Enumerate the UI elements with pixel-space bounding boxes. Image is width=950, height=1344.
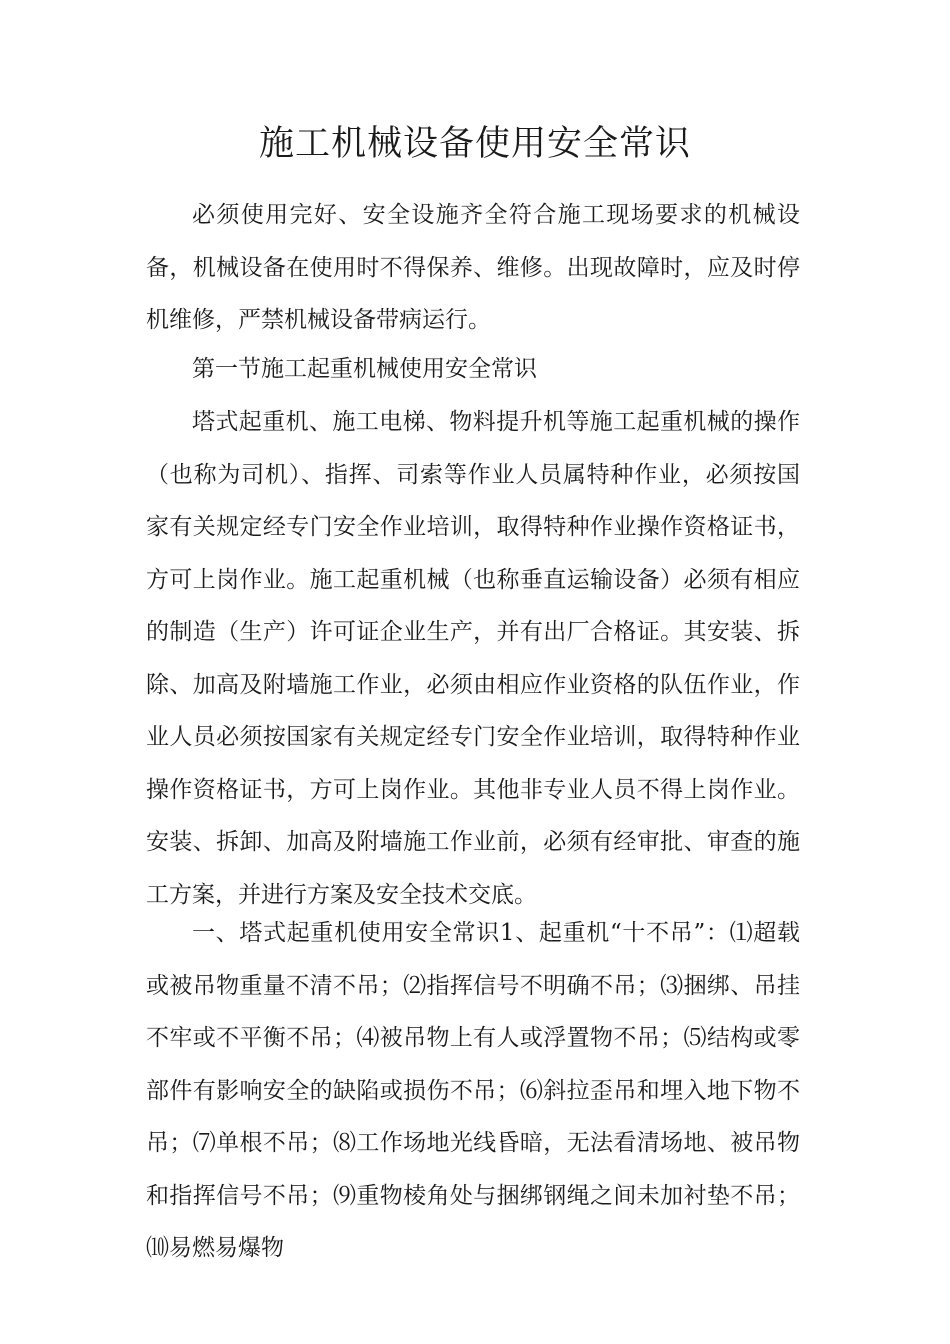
paragraph-intro: 必须使用完好、安全设施齐全符合施工现场要求的机械设备，机械设备在使用时不得保养、维修。出现故障时，应及时停机维修，严禁机械设备带病运行。: [146, 202, 800, 333]
paragraph-crane-operators: 塔式起重机、施工电梯、物料提升机等施工起重机械的操作（也称为司机）、指挥、司索等作业人员属特种作业，必须按国家有关规定经专门安全作业培训，取得特种作业操作资格证书，方可上岗作业。施工起重机械（也称垂直运输设备）必须有相应的制造（生产）许可证企业生产，并有出厂合格证。其安装、拆除、加高及附墙施工作业，必须由相应作业资格的队伍作业，作业人员必须按国家有关规定经专门安全作业培训，取得特种作业操作资格证书，方可上岗作业。其他非专业人员不得上岗作业。安装、拆卸、加高及附墙施工作业前，必须有经审批、审查的施工方案，并进行方案及安全技术交底。: [146, 409, 800, 908]
document-title: 施工机械设备使用安全常识: [258, 124, 691, 164]
paragraph-tower-crane-rules: 一、塔式起重机使用安全常识1、起重机“十不吊”：⑴超载或被吊物重量不清不吊；⑵指挥信号不明确不吊；⑶捆绑、吊挂不牢或不平衡不吊；⑷被吊物上有人或浮置物不吊；⑸结构或零部件有影响安全的缺陷或损伤不吊；⑹斜拉歪吊和埋入地下物不吊；⑺单根不吊；⑻工作场地光线昏暗，无法看清场地、被吊物和指挥信号不吊；⑼重物棱角处与捆绑钢绳之间未加衬垫不吊；⑽易燃易爆物: [146, 920, 800, 1261]
section-heading: 第一节施工起重机械使用安全常识: [192, 356, 537, 382]
